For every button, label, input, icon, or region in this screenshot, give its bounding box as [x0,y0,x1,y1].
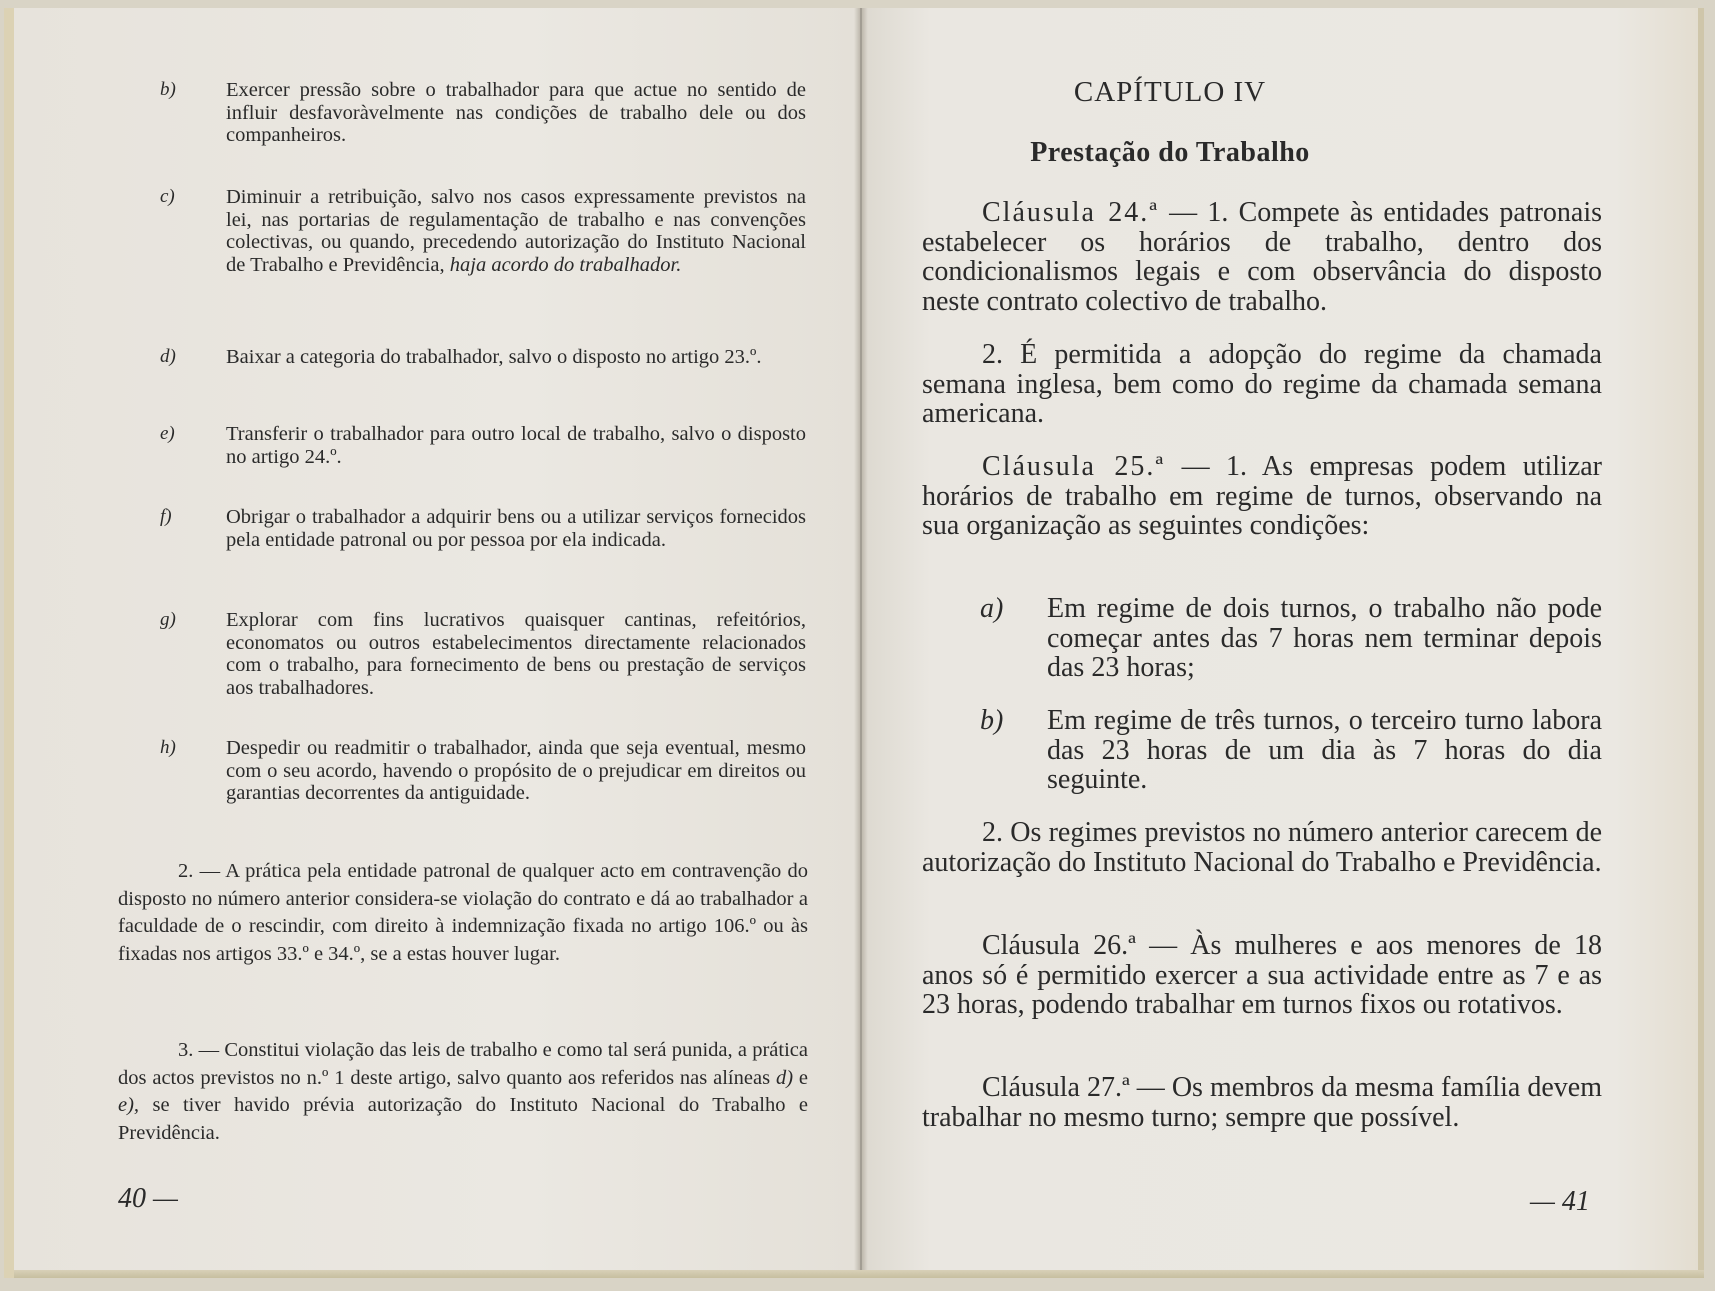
list-item-c [160,186,806,276]
clause-24-label: Cláusula 24.ª [982,197,1159,228]
item-letter: c) [160,186,175,207]
item-text [226,186,806,276]
paragraph-3-end: se tiver havido prévia autorização do Instituto Nacional do Trabalho e Previdência. [118,1094,809,1144]
chapter-heading: CAPÍTULO IV [1073,76,1267,108]
book-gutter [854,8,868,1278]
paragraph-3-start: 3. — Constitui violação das leis de trabalho e como tal será punida, a prática dos actos previstos no n.º 1 deste artigo, salvo quanto aos referidos nas alíneas [118,1039,808,1089]
paragraph-3 [118,1037,808,1147]
item-text: Em regime de dois turnos, o trabalho não pode começar antes das 7 horas nem terminar depois das 23 horas; [1047,593,1602,683]
item-text: Em regime de três turnos, o terceiro turno labora das 23 horas de um dia às 7 horas do dia seguinte. [1047,705,1602,795]
section-heading: Prestação do Trabalho [1030,137,1310,168]
item-letter: e) [160,423,175,444]
clause-27-text: — Os membros da mesma família devem trabalhar no mesmo turno; sempre que possível. [922,1072,1603,1133]
ref-and: e [798,1066,809,1089]
list-item-b [160,79,806,147]
clause-24-paragraph-2: 2. É permitida a adopção do regime da chamada semana inglesa, bem como do regime da chamada semana americana. [922,339,1602,429]
page-edge [14,1270,1704,1278]
clause-25-item-a [980,594,1602,683]
list-item-g [160,609,806,699]
item-text: Exercer pressão sobre o trabalhador para que actue no sentido de influir desfavoràvelmente nas condições de trabalho dele ou dos companheiros. [226,79,806,146]
item-letter: a) [980,593,1004,624]
clause-26 [922,931,1602,1020]
item-letter: b) [160,79,176,100]
page-number-right: — 41 [1530,1186,1590,1217]
item-letter: h) [160,737,176,758]
item-text: Baixar a categoria do trabalhador, salvo o disposto no artigo 23.º. [226,346,762,368]
list-item-d [160,346,806,369]
clause-25-label: Cláusula 25.ª [982,451,1166,482]
clause-27 [922,1073,1602,1132]
clause-26-text: — Às mulheres e aos menores de 18 anos só é permitido exercer a sua actividade entre as 7 e as 23 horas, podendo trabalhar em turnos fixos ou rotativos. [922,930,1603,1020]
item-letter: d) [160,346,176,367]
page-number-left: 40 — [118,1183,178,1214]
clause-24-text: — 1. Compete às entidades patronais estabelecer os horários de trabalho, dentro dos condicionalismos legais e com observância do disposto neste contrato colectivo de trabalho. [922,197,1603,317]
clause-27-label: Cláusula 27.ª [982,1072,1130,1103]
item-text: Despedir ou readmitir o trabalhador, ainda que seja eventual, mesmo com o seu acordo, havendo o propósito de o prejudicar em direitos ou garantias decorrentes da antiguidade. [226,737,806,804]
clause-25-item-b [980,706,1602,795]
item-letter: g) [160,609,176,630]
item-text-italic: haja acordo do trabalhador. [449,253,682,276]
clause-25-paragraph-1 [922,452,1602,541]
item-letter: b) [980,705,1004,736]
clause-24-paragraph-1 [922,198,1602,316]
item-text-main: Diminuir a retribuição, salvo nos casos expressamente previstos na lei, nas portarias de regulamentação de trabalho e nas convenções colectivas, ou quando, precedendo autorização do Instituto Nacional de Trabalho e Previdência, [226,186,806,276]
ref-d: d) [775,1066,794,1089]
list-item-e [160,423,806,468]
clause-25-paragraph-2: 2. Os regimes previstos no número anterior carecem de autorização do Instituto Nacional do Trabalho e Previdência. [922,817,1602,878]
paragraph-2: 2. — A prática pela entidade patronal de qualquer acto em contravenção do disposto no número anterior considera-se violação do contrato e dá ao trabalhador a faculdade de o rescindir, com direito à indemnização fixada no artigo 106.º ou às fixadas nos artigos 33.º e 34.º, se a estas houver lugar. [118,860,808,965]
list-item-f [160,506,806,551]
ref-e: e), [118,1094,140,1116]
list-item-h [160,737,806,805]
item-text: Obrigar o trabalhador a adquirir bens ou a utilizar serviços fornecidos pela entidade patronal ou por pessoa por ela indicada. [226,506,806,551]
clause-26-label: Cláusula 26.ª [982,930,1136,961]
clause-25-text: — 1. As empresas podem utilizar horários de trabalho em regime de turnos, observando na sua organização as seguintes condições: [922,451,1603,541]
item-letter: f) [160,506,172,527]
item-text: Transferir o trabalhador para outro local de trabalho, salvo o disposto no artigo 24.º. [226,423,806,468]
item-text: Explorar com fins lucrativos quaisquer cantinas, refeitórios, economatos ou outros estabelecimentos directamente relacionados com o trabalho, para fornecimento de bens ou prestação de serviços aos trabalhadores. [226,609,806,699]
